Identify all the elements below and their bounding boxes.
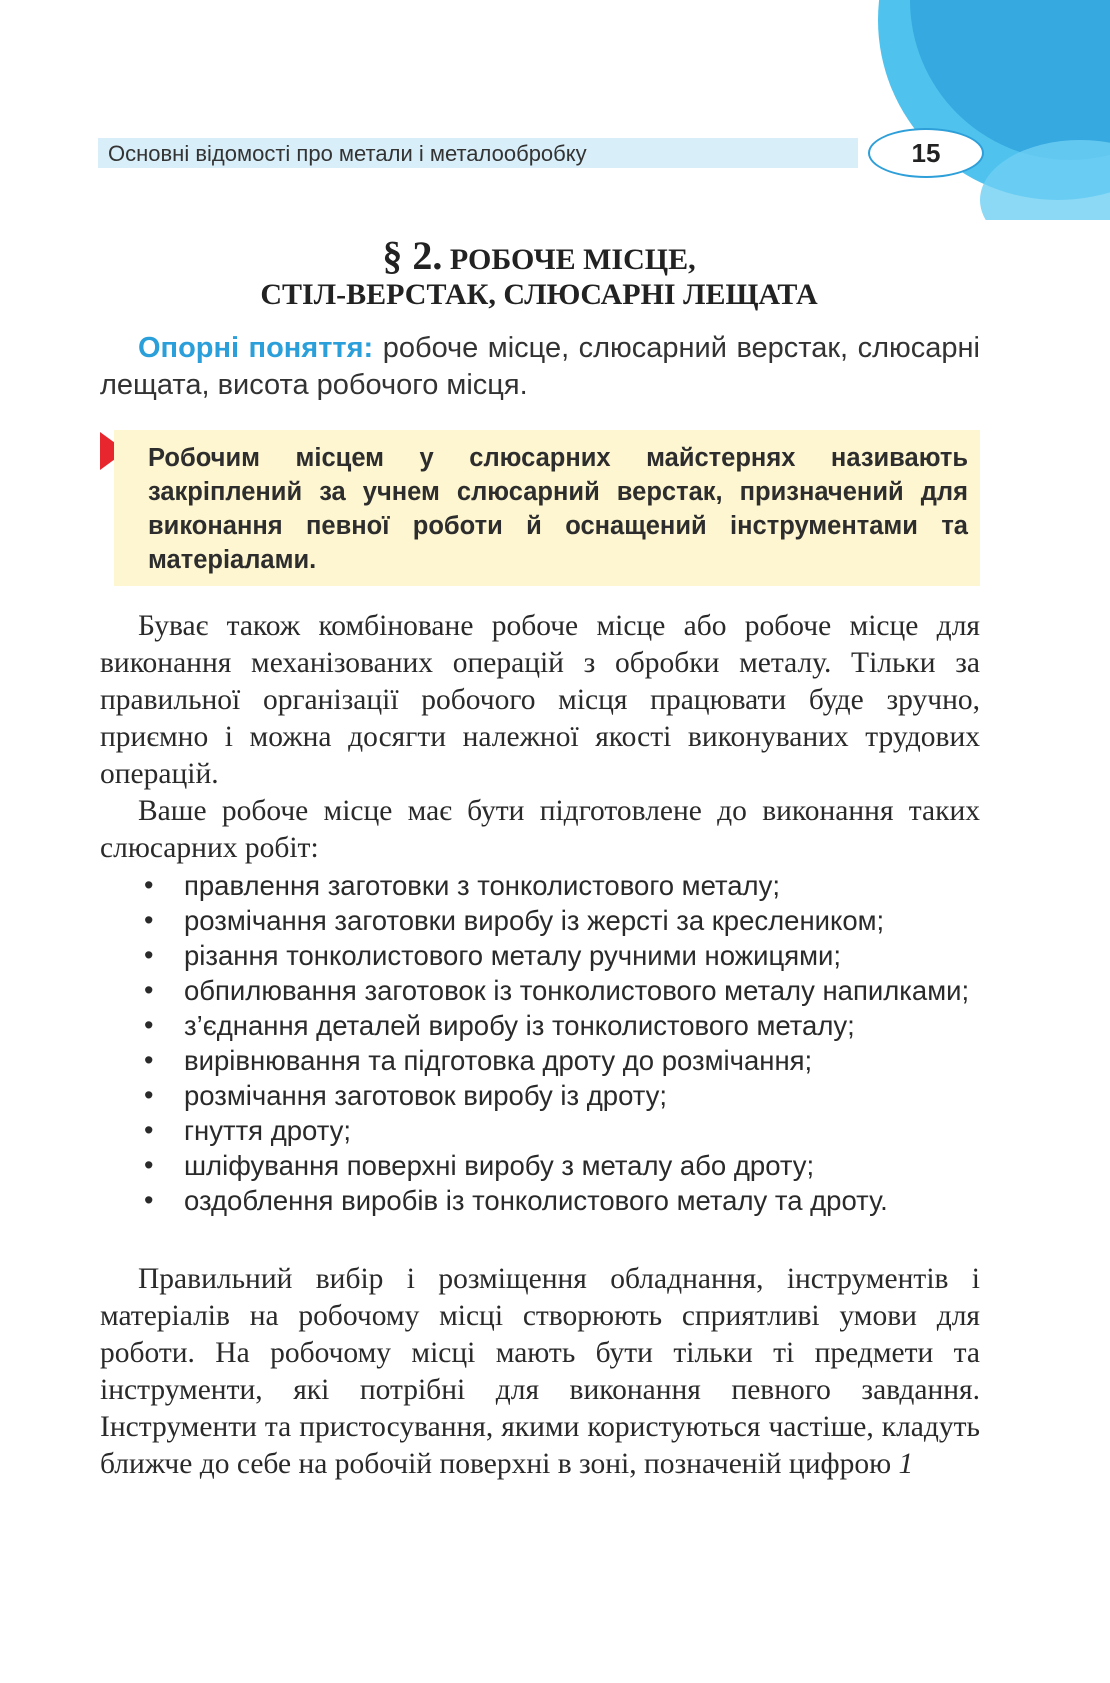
- paragraph-equipment-placement: [100, 1261, 980, 1483]
- list-item: • шліфування поверхні виробу з металу або дроту;: [100, 1148, 980, 1183]
- list-item: • з’єднання деталей виробу із тонколистового металу;: [100, 1008, 980, 1043]
- corner-decoration: [870, 0, 1110, 220]
- section-title-line2: СТІЛ-ВЕРСТАК, СЛЮСАРНІ ЛЕЩАТА: [260, 278, 818, 311]
- list-item: • гнуття дроту;: [100, 1113, 980, 1148]
- list-item: • оздоблення виробів із тонколистового металу та дроту.: [100, 1183, 980, 1218]
- paragraph-work-list-intro: Ваше робоче місце має бути підготовлене до виконання таких слюсарних робіт:: [100, 795, 980, 864]
- key-concepts-text: робоче місце, слюсарний верстак, слюсарні лещата, висота робочого місця.: [100, 332, 980, 401]
- list-item: • розмічання заготовок виробу із дроту;: [100, 1078, 980, 1113]
- running-header: [98, 138, 858, 168]
- running-header-title: Основні відомості про метали і металообробку: [108, 141, 587, 166]
- list-item: • правлення заготовки з тонколистового металу;: [100, 868, 980, 903]
- section-number: § 2.: [382, 233, 443, 278]
- list-item: • обпилювання заготовок із тонколистового металу напилками;: [100, 973, 980, 1008]
- list-item: • вирівнювання та підготовка дроту до розмічання;: [100, 1043, 980, 1078]
- list-item: • розмічання заготовки виробу із жерсті за креслеником;: [100, 903, 980, 938]
- definition-text: Робочим місцем у слюсарних майстернях називають закріплений за учнем слюсарний верстак, призначений для виконання певної роботи й оснащений інструментами та матеріалами.: [148, 444, 968, 574]
- key-concepts-label: Опорні поняття:: [138, 332, 374, 364]
- definition-box: [114, 430, 980, 586]
- zone-number: 1: [898, 1448, 914, 1480]
- key-concepts: [100, 330, 980, 404]
- list-item: • різання тонколистового металу ручними ножицями;: [100, 938, 980, 973]
- paragraph-equipment-text: Правильний вибір і розміщення обладнання, інструментів і матеріалів на робочому місці створюють сприятливі умови для роботи. На робочому місці мають бути тільки ті предмети та інструменти, які потрібні для виконання певного завдання. Інструменти та пристосування, якими користуються частіше, кладуть ближче до себе на робочій поверхні в зоні, позначеній цифрою: [100, 1263, 980, 1480]
- section-title-line1: РОБОЧЕ МІСЦЕ,: [449, 243, 696, 276]
- section-title: [98, 232, 980, 279]
- work-list: [100, 868, 980, 1218]
- page-number: 15: [868, 128, 984, 178]
- paragraph-combined-workplace: Буває також комбіноване робоче місце або робоче місце для виконання механізованих операцій з обробки металу. Тільки за правильної організації робочого місця працювати буде зручно, приємно і можна досягти належної якості виконуваних трудових операцій.: [100, 610, 980, 790]
